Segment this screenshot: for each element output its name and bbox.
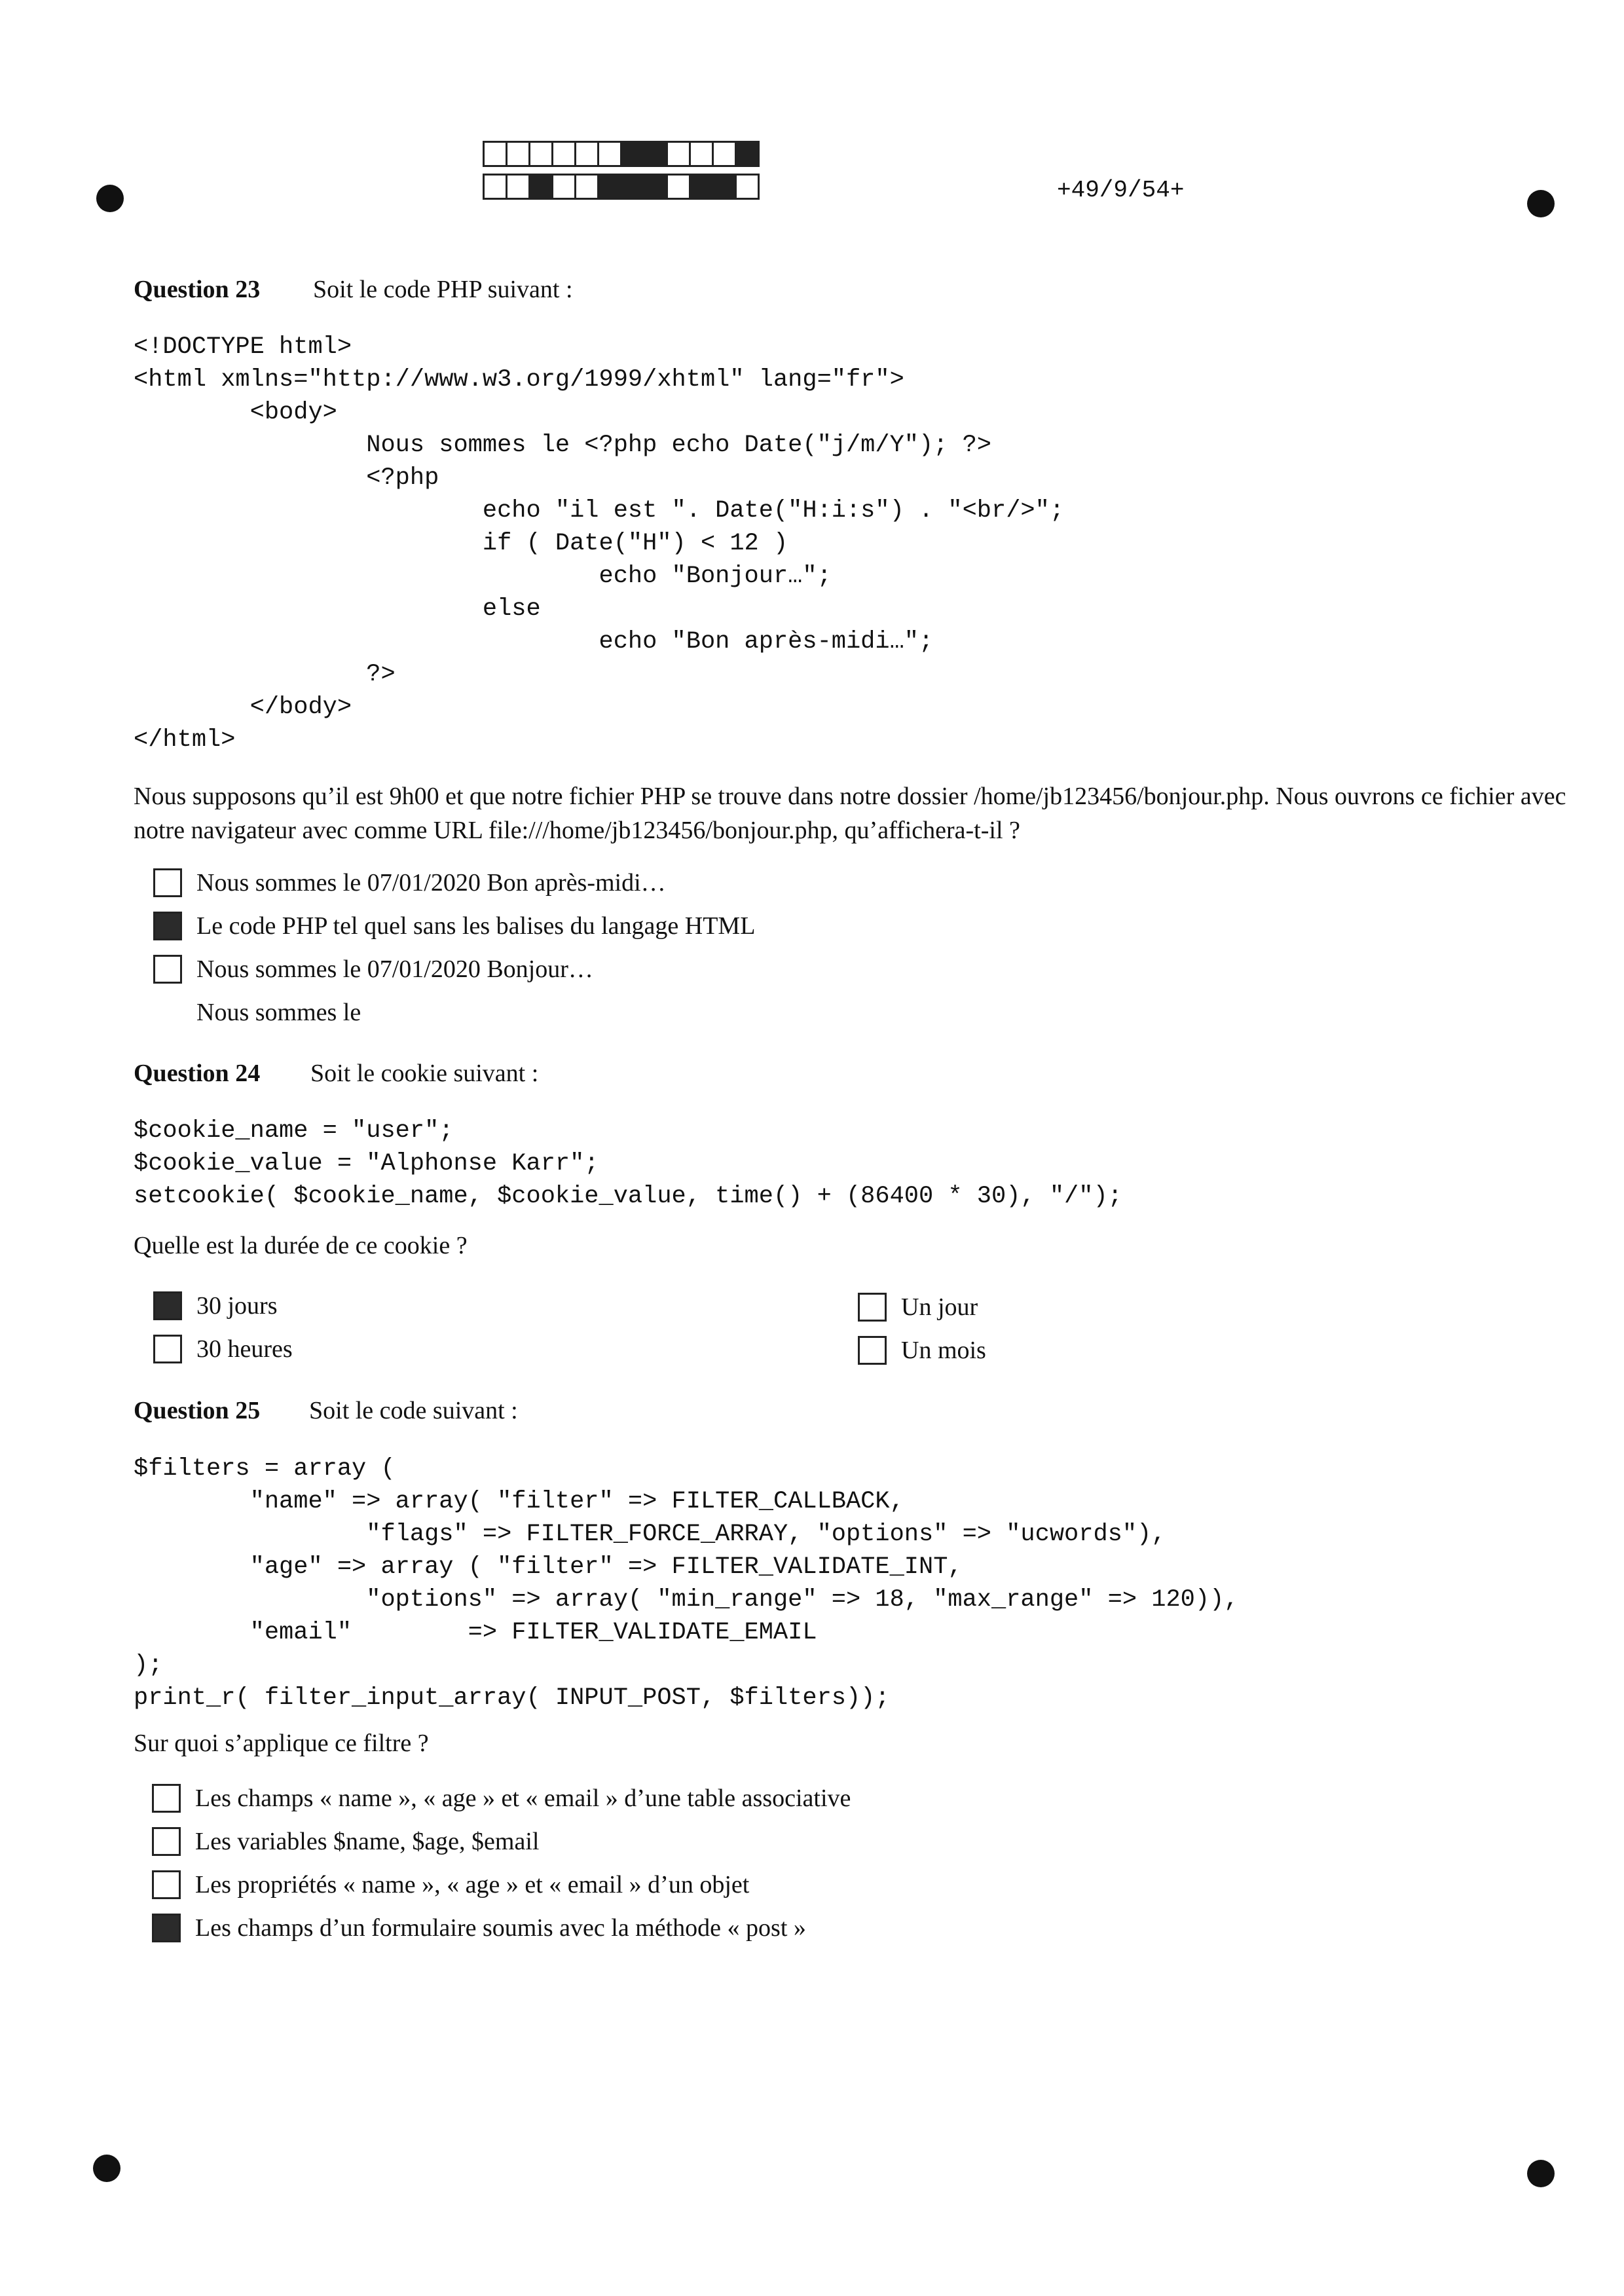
- checkbox[interactable]: [153, 955, 182, 984]
- barcode-cell: [483, 174, 507, 200]
- answer-option[interactable]: [153, 952, 593, 986]
- barcode-cell: [689, 141, 714, 167]
- barcode-cell: [666, 174, 691, 200]
- answer-option-label: Nous sommes le 07/01/2020 Bonjour…: [196, 955, 593, 983]
- answer-option-label: Les champs d’un formulaire soumis avec la méthode « post »: [195, 1914, 806, 1942]
- question-24-code: $cookie_name = "user"; $cookie_value = "Alphonse Karr"; setcookie( $cookie_name, $cookie_value, time() + (86400 * 30), "/");: [134, 1117, 1122, 1210]
- answer-option-label: Nous sommes le: [196, 999, 361, 1026]
- barcode-cell: [528, 174, 553, 200]
- answer-option-label: 30 jours: [196, 1292, 278, 1320]
- answer-option[interactable]: [153, 909, 755, 943]
- answer-option-label: Le code PHP tel quel sans les balises du langage HTML: [196, 912, 756, 940]
- checkbox[interactable]: [153, 1335, 182, 1363]
- question-23-paragraph: Nous supposons qu’il est 9h00 et que notre fichier PHP se trouve dans notre dossier /home/jb123456/bonjour.php. Nous ouvrons ce fichier avec notre navigateur avec comme URL file:///home/jb123456/bonjour.php, qu’affichera-t-il ?: [134, 783, 1566, 844]
- question-25-number: Question 25: [134, 1397, 261, 1424]
- barcode-cell: [574, 141, 599, 167]
- answer-option-label: Les champs « name », « age » et « email » d’une table associative: [195, 1785, 851, 1812]
- question-25-question: Sur quoi s’applique ce filtre ?: [134, 1730, 429, 1757]
- question-24-question: Quelle est la durée de ce cookie ?: [134, 1232, 468, 1259]
- checked-checkbox[interactable]: [153, 912, 182, 940]
- barcode-cell: [597, 174, 622, 200]
- answer-option[interactable]: [153, 1289, 278, 1323]
- barcode-cell: [551, 141, 576, 167]
- barcode-row-1: [485, 141, 760, 167]
- page-identifier: +49/9/54+: [1057, 177, 1185, 204]
- checked-checkbox[interactable]: [152, 1914, 181, 1942]
- barcode-cell: [506, 174, 530, 200]
- barcode-cell: [597, 141, 622, 167]
- checkbox[interactable]: [153, 868, 182, 897]
- answer-option[interactable]: [153, 995, 361, 1029]
- checkbox[interactable]: [858, 1293, 887, 1322]
- barcode-cell: [712, 174, 737, 200]
- barcode-cell: [689, 174, 714, 200]
- answer-option-label: Nous sommes le 07/01/2020 Bon après-midi…: [196, 869, 666, 897]
- barcode-cell: [506, 141, 530, 167]
- checkbox[interactable]: [152, 1784, 181, 1813]
- answer-option[interactable]: [152, 1868, 749, 1902]
- barcode-cell: [735, 174, 760, 200]
- answer-option-label: 30 heures: [196, 1335, 293, 1363]
- answer-option-label: Les variables $name, $age, $email: [195, 1828, 540, 1855]
- question-24-number: Question 24: [134, 1060, 261, 1087]
- question-25-code: $filters = array ( "name" => array( "filter" => FILTER_CALLBACK, "flags" => FILTER_FORCE_ARRAY, "options" => "ucwords"), "age" => array ( "filter" => FILTER_VALIDATE_INT, "options" => array( "min_range" => 18, "max_range" => 120)), "email" => FILTER_VALIDATE_EMAIL ); print_r( filter_input_array( INPUT_POST, $filters));: [134, 1455, 1239, 1712]
- answer-option[interactable]: [152, 1911, 806, 1945]
- answer-option-label: Un jour: [901, 1293, 978, 1321]
- barcode-cell: [643, 174, 668, 200]
- barcode-cell: [528, 141, 553, 167]
- question-25-prompt: Soit le code suivant :: [309, 1397, 518, 1424]
- checkbox[interactable]: [858, 1336, 887, 1365]
- barcode-row-2: [485, 174, 760, 200]
- checked-checkbox[interactable]: [153, 1291, 182, 1320]
- registration-mark-bottom-left: [93, 2155, 120, 2182]
- question-23-number: Question 23: [134, 276, 261, 303]
- answer-option[interactable]: [153, 866, 666, 900]
- answer-option-label: Les propriétés « name », « age » et « email » d’un objet: [195, 1871, 750, 1898]
- checkbox[interactable]: [152, 1827, 181, 1856]
- question-24-prompt: Soit le cookie suivant :: [310, 1060, 539, 1087]
- barcode-cell: [666, 141, 691, 167]
- question-23-code: <!DOCTYPE html> <html xmlns="http://www.w3.org/1999/xhtml" lang="fr"> <body> Nous sommes le <?php echo Date("j/m/Y"); ?> <?php echo "il est ". Date("H:i:s") . "<br/>"; if ( Date("H") < 12 ) echo "Bonjour…"; else echo "Bon après-midi…"; ?> </body> </html>: [134, 333, 1065, 754]
- answer-option[interactable]: [152, 1824, 539, 1859]
- answer-option[interactable]: [858, 1290, 978, 1324]
- answer-option[interactable]: [152, 1781, 851, 1815]
- barcode-cell: [483, 141, 507, 167]
- barcode-cell: [643, 141, 668, 167]
- barcode-cell: [620, 141, 645, 167]
- barcode-cell: [620, 174, 645, 200]
- registration-mark-top-right: [1527, 190, 1555, 217]
- barcode-cell: [712, 141, 737, 167]
- barcode-cell: [574, 174, 599, 200]
- question-23-prompt: Soit le code PHP suivant :: [313, 276, 573, 303]
- checkbox[interactable]: [152, 1870, 181, 1899]
- barcode-cell: [735, 141, 760, 167]
- answer-option-label: Un mois: [901, 1337, 986, 1364]
- registration-mark-top-left: [96, 185, 124, 212]
- answer-option[interactable]: [153, 1332, 293, 1366]
- barcode-cell: [551, 174, 576, 200]
- answer-option[interactable]: [858, 1333, 986, 1367]
- registration-mark-bottom-right: [1527, 2160, 1555, 2187]
